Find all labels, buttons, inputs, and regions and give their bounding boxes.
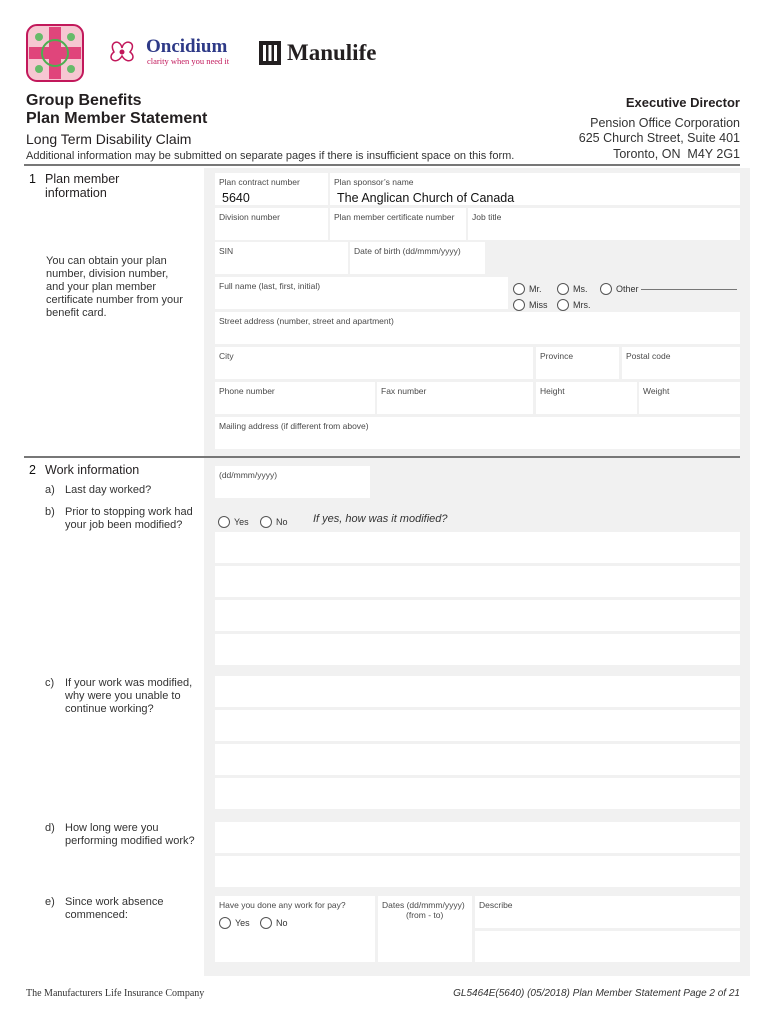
form-subtitle: Long Term Disability Claim: [26, 131, 192, 147]
plan-sponsor-label: Plan sponsor’s name: [334, 177, 414, 187]
date-of-birth-label: Date of birth (dd/mmm/yyyy): [354, 246, 461, 256]
work-dates-label: Dates (dd/mmm/yyyy): [382, 900, 465, 910]
mailing-address-field[interactable]: [215, 417, 740, 449]
division-number-field[interactable]: [215, 208, 328, 240]
date-of-birth-field[interactable]: [350, 242, 485, 274]
form-title-line2: Plan Member Statement: [26, 110, 208, 127]
title-mr-radio[interactable]: [513, 283, 525, 295]
weight-field[interactable]: [639, 382, 740, 414]
full-name-field[interactable]: [215, 277, 508, 309]
section1-help-text: You can obtain your plan number, division number, and your plan member certificate number from your benefit card.: [46, 255, 183, 319]
work-dates-field[interactable]: [378, 896, 472, 962]
sin-field[interactable]: [215, 242, 348, 274]
address-line1: Pension Office Corporation: [590, 116, 740, 130]
address-line3: Toronto, ON M4Y 2G1: [613, 147, 740, 161]
question-d-letter: d): [45, 822, 55, 834]
unable-reason-line3[interactable]: [215, 744, 740, 775]
oncidium-wordmark: Oncidium: [146, 36, 228, 57]
section2-number: 2: [29, 463, 36, 477]
question-e-text: Since work absence commenced:: [65, 896, 164, 921]
question-b-text: Prior to stopping work had your job been modified?: [65, 506, 193, 531]
modified-duration-line1[interactable]: [215, 822, 740, 853]
street-address-field[interactable]: [215, 312, 740, 344]
modified-followup-text: If yes, how was it modified?: [313, 513, 448, 525]
plan-sponsor-field[interactable]: [330, 173, 740, 205]
question-a-text: Last day worked?: [65, 484, 152, 496]
province-field[interactable]: [536, 347, 619, 379]
oncidium-logo: [106, 36, 246, 70]
modified-answer-line3[interactable]: [215, 600, 740, 631]
question-b-letter: b): [45, 506, 55, 518]
work-describe-line2[interactable]: [475, 931, 740, 962]
work-for-pay-label: Have you done any work for pay?: [219, 900, 346, 910]
work-dates-sublabel: (from - to): [406, 910, 444, 920]
postal-code-label: Postal code: [626, 351, 671, 361]
section-divider: [24, 456, 740, 458]
fax-number-label: Fax number: [381, 386, 427, 396]
last-day-worked-format: (dd/mmm/yyyy): [219, 470, 278, 480]
city-label: City: [219, 351, 234, 361]
phone-number-label: Phone number: [219, 386, 275, 396]
unable-reason-line4[interactable]: [215, 778, 740, 809]
title-mr-option[interactable]: Mr.: [513, 280, 542, 298]
section1-title-line1: Plan member: [45, 172, 120, 186]
header-divider: [24, 164, 740, 166]
oncidium-tagline: clarity when you need it: [147, 56, 230, 66]
section2-title: Work information: [45, 463, 140, 477]
last-day-worked-field[interactable]: [215, 466, 370, 498]
title-other-radio[interactable]: [600, 283, 612, 295]
phone-number-field[interactable]: [215, 382, 375, 414]
work-describe-label: Describe: [479, 900, 513, 910]
form-note: Additional information may be submitted on separate pages if there is insufficient space on this form.: [26, 150, 515, 162]
modified-no-radio[interactable]: [260, 516, 272, 528]
title-mrs-option[interactable]: Mrs.: [557, 296, 591, 314]
work-for-pay-no-option[interactable]: No: [260, 914, 288, 932]
section1-number: 1: [29, 172, 36, 186]
work-for-pay-yes-radio[interactable]: [219, 917, 231, 929]
form-title-line1: Group Benefits: [26, 92, 142, 109]
modified-duration-line2[interactable]: [215, 856, 740, 887]
title-mrs-radio[interactable]: [557, 299, 569, 311]
plan-contract-value: 5640: [222, 191, 250, 205]
manulife-wordmark: Manulife: [287, 40, 377, 65]
title-miss-radio[interactable]: [513, 299, 525, 311]
modified-yes-option[interactable]: Yes: [218, 513, 249, 531]
modified-yes-radio[interactable]: [218, 516, 230, 528]
work-for-pay-yes-option[interactable]: Yes: [219, 914, 250, 932]
job-title-label: Job title: [472, 212, 502, 222]
title-ms-option[interactable]: Ms.: [557, 280, 588, 298]
plan-contract-field[interactable]: [215, 173, 328, 205]
plan-sponsor-value: The Anglican Church of Canada: [337, 191, 515, 205]
footer-company: The Manufacturers Life Insurance Company: [26, 988, 205, 999]
modified-no-option[interactable]: No: [260, 513, 288, 531]
addressee: Executive Director: [625, 95, 740, 110]
job-title-field[interactable]: [468, 208, 740, 240]
height-field[interactable]: [536, 382, 637, 414]
title-other-option[interactable]: Other: [600, 280, 639, 298]
work-describe-field[interactable]: [475, 896, 740, 928]
unable-reason-line2[interactable]: [215, 710, 740, 741]
modified-answer-line4[interactable]: [215, 634, 740, 665]
sin-label: SIN: [219, 246, 234, 256]
postal-code-field[interactable]: [622, 347, 740, 379]
question-d-text: How long were you performing modified work?: [65, 822, 195, 847]
work-for-pay-field[interactable]: [215, 896, 375, 962]
certificate-number-field[interactable]: [330, 208, 466, 240]
certificate-number-label: Plan member certificate number: [334, 212, 455, 222]
province-label: Province: [540, 351, 574, 361]
footer-form-id: GL5464E(5640) (05/2018) Plan Member Statement Page 2 of 21: [453, 988, 740, 999]
fax-number-field[interactable]: [377, 382, 533, 414]
title-other-line[interactable]: [641, 289, 737, 290]
mailing-address-label: Mailing address (if different from above): [219, 421, 369, 431]
city-field[interactable]: [215, 347, 533, 379]
weight-label: Weight: [643, 386, 670, 396]
address-line2: 625 Church Street, Suite 401: [578, 131, 740, 145]
section1-title-line2: information: [45, 186, 107, 200]
division-number-label: Division number: [219, 212, 280, 222]
title-ms-radio[interactable]: [557, 283, 569, 295]
modified-answer-line2[interactable]: [215, 566, 740, 597]
question-a-letter: a): [45, 484, 55, 496]
street-address-label: Street address (number, street and apartment): [219, 316, 394, 326]
height-label: Height: [540, 386, 565, 396]
work-for-pay-no-radio[interactable]: [260, 917, 272, 929]
diocese-cross-logo: [24, 22, 86, 84]
question-e-letter: e): [45, 896, 55, 908]
manulife-logo: [259, 40, 389, 68]
plan-contract-label: Plan contract number: [219, 177, 300, 187]
title-miss-option[interactable]: Miss: [513, 296, 548, 314]
full-name-label: Full name (last, first, initial): [219, 281, 321, 291]
question-c-text: If your work was modified, why were you unable to continue working?: [65, 677, 193, 715]
modified-answer-line1[interactable]: [215, 532, 740, 563]
unable-reason-line1[interactable]: [215, 676, 740, 707]
question-c-letter: c): [45, 677, 55, 689]
